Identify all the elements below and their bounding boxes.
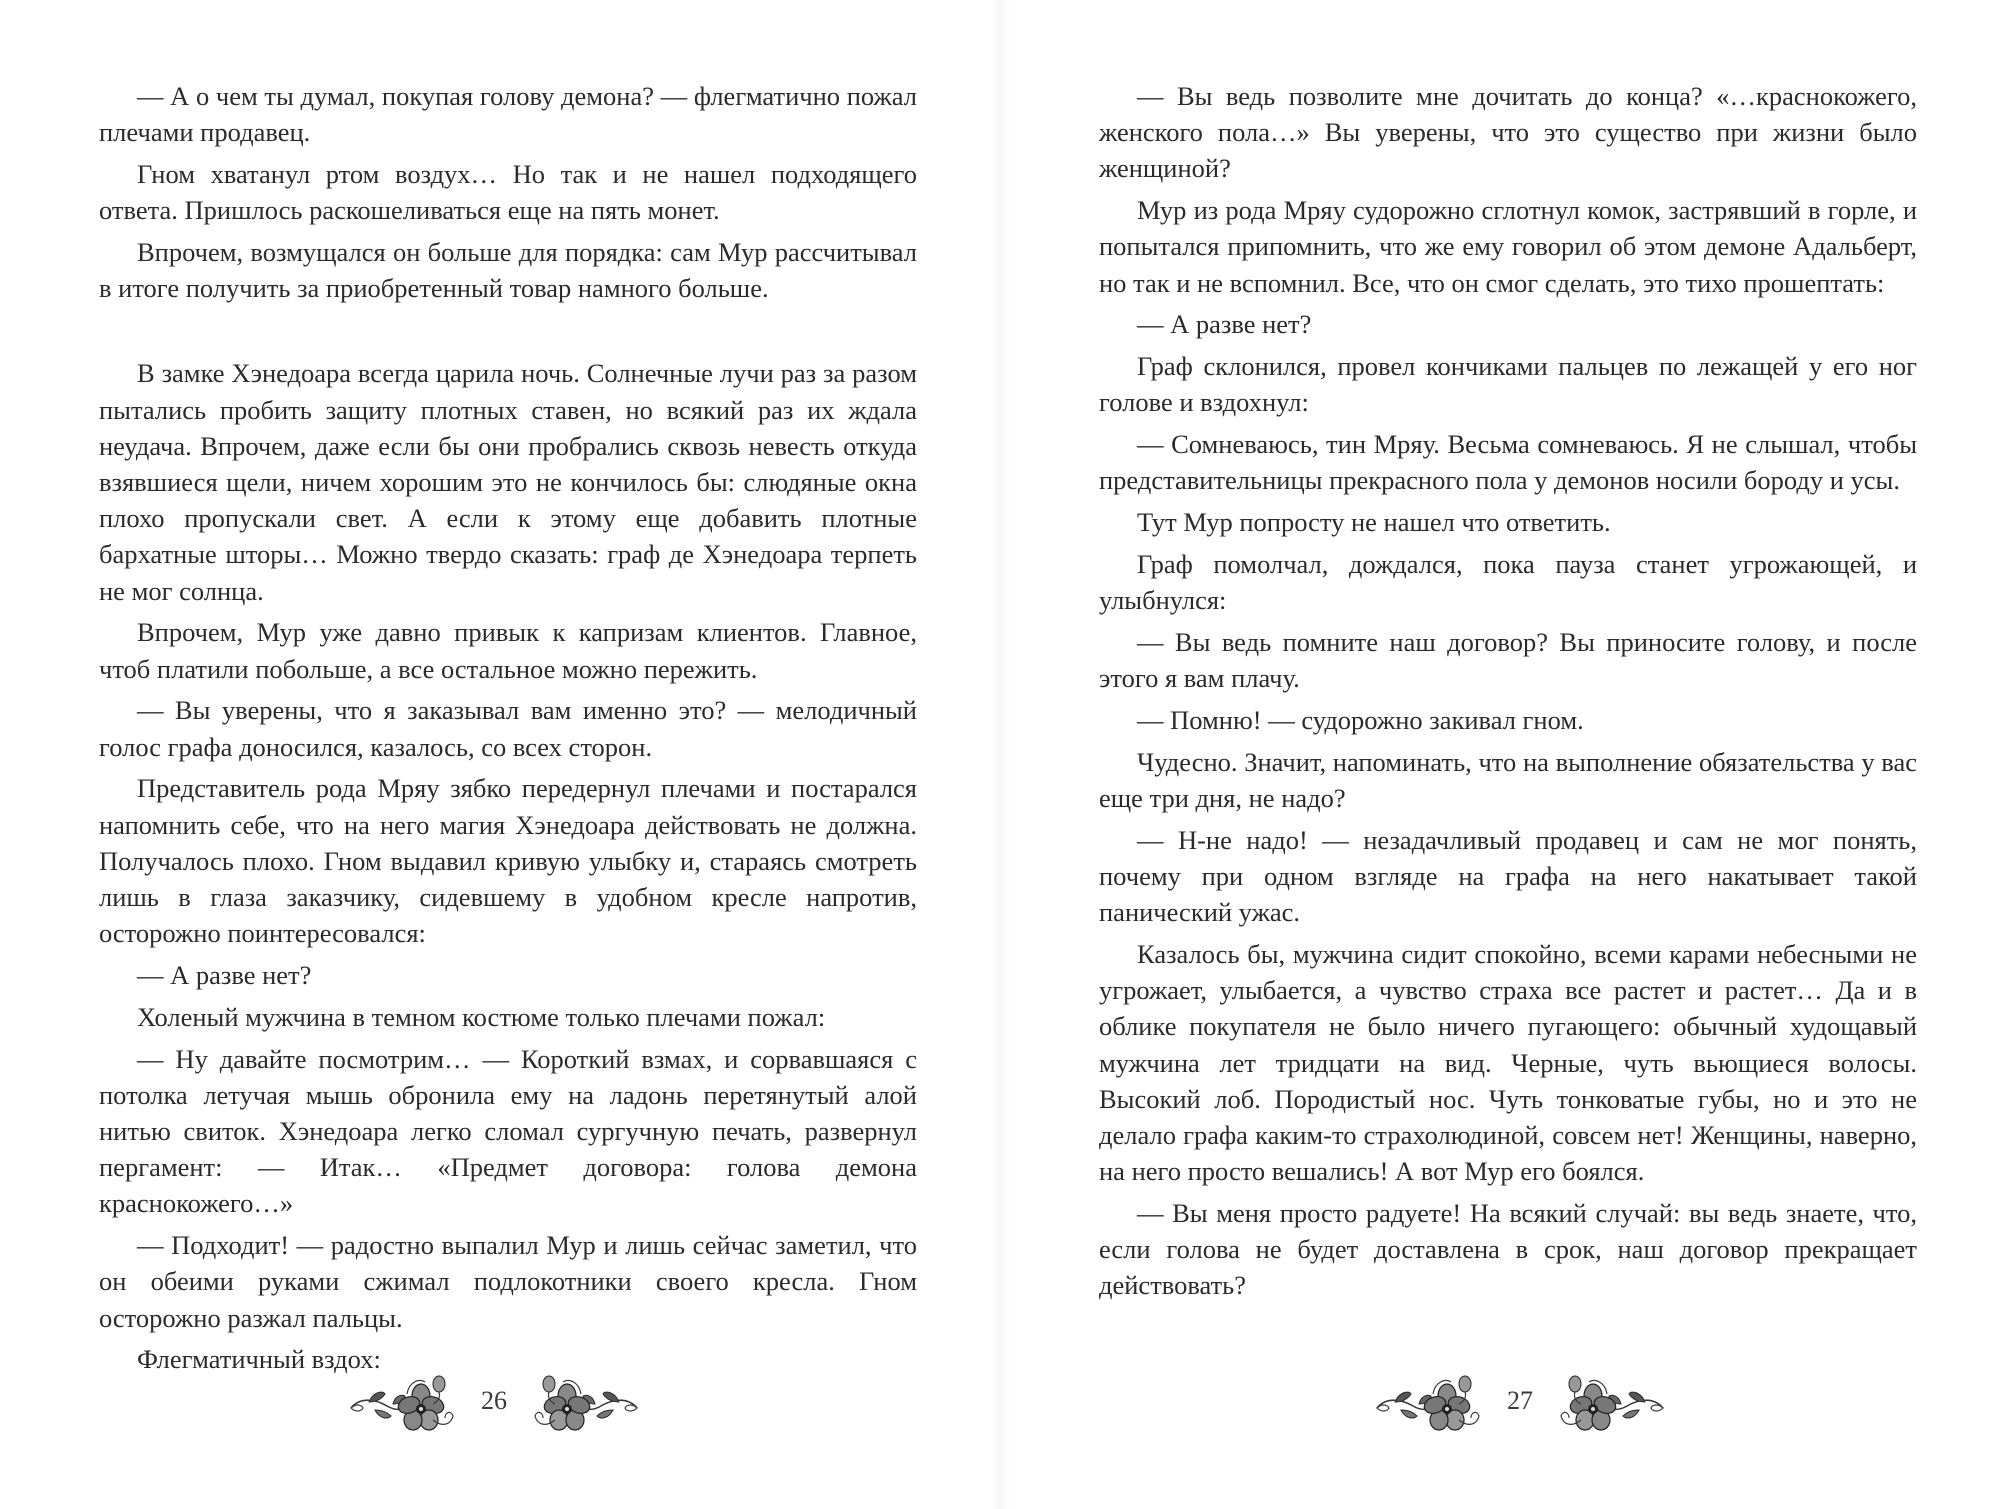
left-paragraph-7: Представитель рода Мряу зябко передернул плечами и постарался напомнить себе, что на него магия Хэнедоара действовать не должна. Получалось плохо. Гном выдавил кривую улыбку и, стараясь смотреть лишь в глаза заказчику, сидевшему в удобном кресле напротив, осторожно поинтересовался: <box>99 773 917 949</box>
right-page <box>1005 0 2000 1509</box>
left-paragraph-9: Холеный мужчина в темном костюме только плечами пожал: <box>137 1001 826 1032</box>
right-page-text <box>1099 78 1917 1309</box>
left-paragraph-10: — Ну давайте посмотрим… — Короткий взмах, и сорвавшаяся с потолка летучая мышь обронила ему на ладонь перетянутый алой нитью свиток. Хэнедоара легко сломал сургучную печать, развернул пергамент: — Итак… «Предмет договора: голова демона краснокожего…» <box>99 1043 917 1219</box>
right-paragraph-6: Тут Мур попросту не нашел что ответить. <box>1137 507 1611 538</box>
right-folio <box>1373 1368 1673 1438</box>
right-paragraph-2: Мур из рода Мряу судорожно сглотнул комок, застрявший в горле, и попытался припомнить, что же ему говорил об этом демоне Адальберт, но так и не вспомнил. Все, что он смог сделать, это тихо прошептать: <box>1099 195 1917 298</box>
left-page <box>0 0 995 1509</box>
right-paragraph-7: Граф помолчал, дождался, пока пауза станет угрожающей, и улыбнулся: <box>1099 549 1917 616</box>
right-paragraph-10: Чудесно. Значит, напоминать, что на выполнение обязательства у вас еще три дня, не надо? <box>1099 746 1917 813</box>
page-number-right: 27 <box>1507 1386 1533 1415</box>
left-paragraph-6: — Вы уверены, что я заказывал вам именно это? — мелодичный голос графа доносился, казалось, со всех сторон. <box>99 695 917 762</box>
left-page-text <box>99 78 917 1383</box>
floral-vignette-icon <box>347 1370 457 1434</box>
left-paragraph-5: Впрочем, Мур уже давно привык к капризам клиентов. Главное, чтоб платили побольше, а все остальное можно пережить. <box>99 617 917 684</box>
right-paragraph-5: — Сомневаюсь, тин Мряу. Весьма сомневаюсь. Я не слышал, чтобы представительницы прекрасного пола у демонов носили бороду и усы. <box>1099 429 1917 496</box>
right-paragraph-8: — Вы ведь помните наш договор? Вы приносите голову, и после этого я вам плачу. <box>1099 627 1917 694</box>
left-paragraph-8: — А разве нет? <box>137 960 312 991</box>
right-paragraph-3: — А разве нет? <box>1137 309 1312 340</box>
right-paragraph-11: — Н-не надо! — незадачливый продавец и сам не мог понять, почему при одном взгляде на графа на него накатывает такой панический ужас. <box>1099 824 1917 928</box>
left-paragraph-3: Впрочем, возмущался он больше для порядка: сам Мур рассчитывал в итоге получить за приобретенный товар намного больше. <box>99 237 917 304</box>
floral-vignette-icon <box>531 1370 641 1434</box>
page-number-left: 26 <box>481 1386 507 1415</box>
left-paragraph-1: — А о чем ты думал, покупая голову демона? — флегматично пожал плечами продавец. <box>99 81 917 148</box>
floral-vignette-icon <box>1373 1370 1483 1434</box>
right-paragraph-12: Казалось бы, мужчина сидит спокойно, всеми карами небесными не угрожает, улыбается, а чувство страха все растет и растет… Да и в облике покупателя не было ничего пугающего: обычный худощавый мужчина лет тридцати на вид. Черные, чуть вьющиеся волосы. Высокий лоб. Породистый нос. Чуть тонковатые губы, но и это не делало графа каким-то страхолюдиной, совсем нет! Женщины, наверно, на него просто вешались! А вот Мур его боялся. <box>1099 939 1917 1187</box>
left-paragraph-12: Флегматичный вздох: <box>137 1344 381 1375</box>
right-paragraph-4: Граф склонился, провел кончиками пальцев по лежащей у его ног голове и вздохнул: <box>1099 351 1917 418</box>
left-paragraph-2: Гном хватанул ртом воздух… Но так и не нашел подходящего ответа. Пришлось раскошеливаться еще на пять монет. <box>99 159 917 226</box>
right-paragraph-13: — Вы меня просто радуете! На всякий случай: вы ведь знаете, что, если голова не будет доставлена в срок, наш договор прекращает действовать? <box>1099 1198 1917 1301</box>
left-folio <box>347 1368 647 1438</box>
floral-vignette-icon <box>1557 1370 1667 1434</box>
left-paragraph-11: — Подходит! — радостно выпалил Мур и лишь сейчас заметил, что он обеими руками сжимал подлокотники своего кресла. Гном осторожно разжал пальцы. <box>99 1230 917 1333</box>
right-paragraph-9: — Помню! — судорожно закивал гном. <box>1137 705 1584 735</box>
right-paragraph-1: — Вы ведь позволите мне дочитать до конца? «…краснокожего, женского пола…» Вы уверены, что это существо при жизни было женщиной? <box>1099 81 1917 184</box>
left-paragraph-4: В замке Хэнедоара всегда царила ночь. Солнечные лучи раз за разом пытались пробить защиту плотных ставен, но всякий раз их ждала неудача. Впрочем, даже если бы они пробрались сквозь невесть откуда взявшиеся щели, ничем хорошим это не кончилось бы: слюдяные окна плохо пропускали свет. А если к этому еще добавить плотные бархатные шторы… Можно твердо сказать: граф де Хэнедоара терпеть не мог солнца. <box>99 358 917 606</box>
